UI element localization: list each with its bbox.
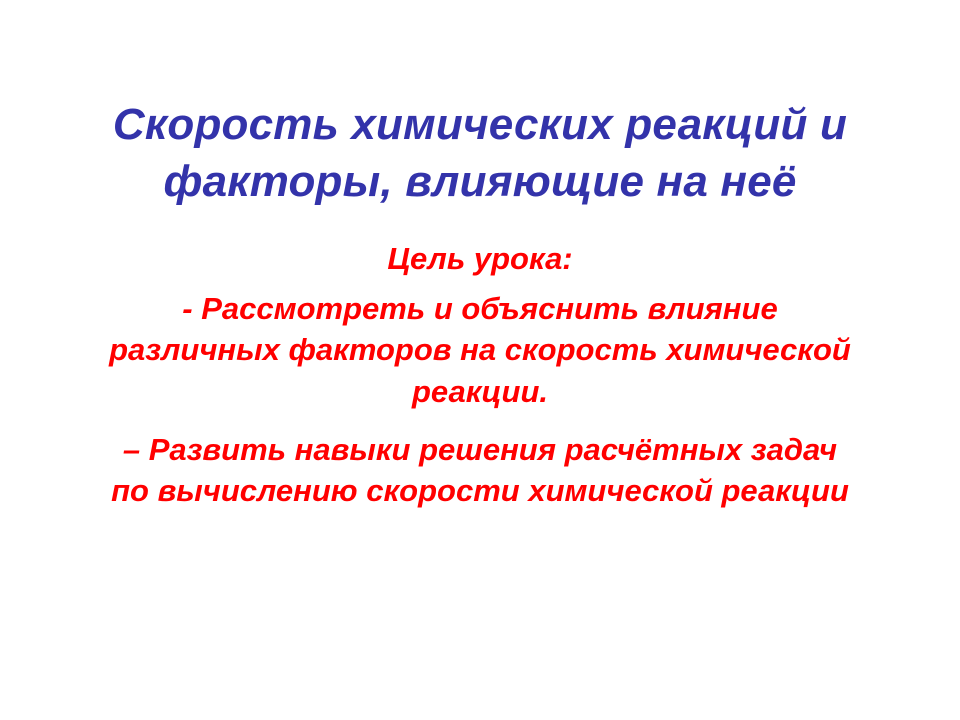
slide-body [100,238,860,517]
goal-label: Цель урока: [387,241,573,277]
goal-item-1: - Рассмотреть и объяснить влияние различных факторов на скорость химической реакции. [109,290,851,409]
goal-item-2: – Развить навыки решения расчётных задач по вычислению скорости химической реакции [111,431,849,509]
page-title: Скорость химических реакций и факторы, влияющие на неё [112,100,848,207]
